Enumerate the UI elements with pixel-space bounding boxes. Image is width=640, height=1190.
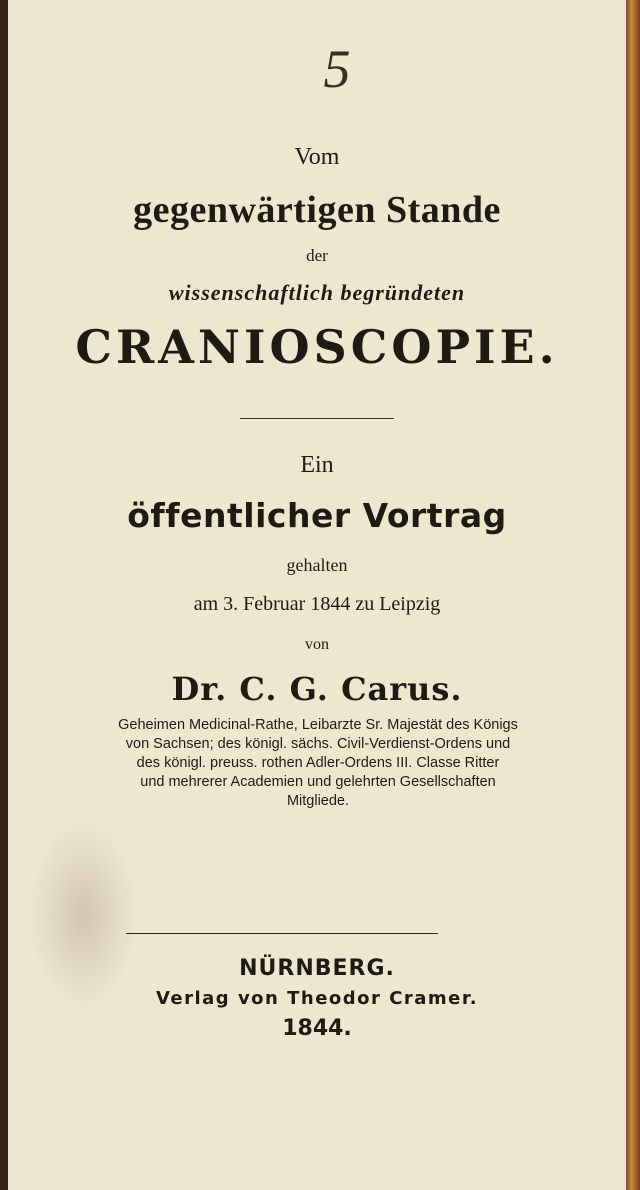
author-title-line: Geheimen Medicinal-Rathe, Leibarzte Sr. Majestät des Königs bbox=[118, 717, 518, 733]
author-titles bbox=[24, 716, 612, 811]
cranioscopie-heading: CRANIOSCOPIE. bbox=[75, 320, 559, 374]
ein-label: Ein bbox=[300, 452, 334, 478]
imprint-place: NÜRNBERG. bbox=[239, 956, 395, 981]
preposition-vom: Vom bbox=[294, 144, 340, 170]
shelf-mark: 5 bbox=[323, 39, 351, 99]
lecture-title: öffentlicher Vortrag bbox=[127, 496, 507, 535]
blackletter-subtitle: wissenschaftlich begründeten bbox=[168, 280, 466, 305]
main-title: gegenwärtigen Stande bbox=[133, 189, 501, 231]
author-title-line: und mehrerer Academien und gelehrten Gesellschaften bbox=[140, 774, 496, 790]
von-label: von bbox=[305, 636, 329, 653]
page-edge bbox=[626, 0, 640, 1190]
article-der: der bbox=[306, 246, 328, 265]
author-title-line: von Sachsen; des königl. sächs. Civil-Verdienst-Ordens und bbox=[125, 736, 511, 752]
imprint-year: 1844. bbox=[282, 1016, 352, 1041]
author-title-line: des königl. preuss. rothen Adler-Ordens III. Classe Ritter bbox=[136, 755, 500, 771]
title-page bbox=[8, 0, 626, 1190]
gehalten-label: gehalten bbox=[286, 555, 348, 575]
book-gutter bbox=[0, 0, 8, 1190]
imprint-rule bbox=[126, 933, 438, 934]
author-name: Dr. C. G. Carus. bbox=[171, 670, 463, 708]
paper-stain bbox=[28, 820, 138, 1010]
author-title-line: Mitgliede. bbox=[286, 793, 350, 809]
divider-rule bbox=[240, 418, 394, 419]
date-place: am 3. Februar 1844 zu Leipzig bbox=[193, 593, 441, 615]
imprint-publisher: Verlag von Theodor Cramer. bbox=[155, 988, 479, 1009]
